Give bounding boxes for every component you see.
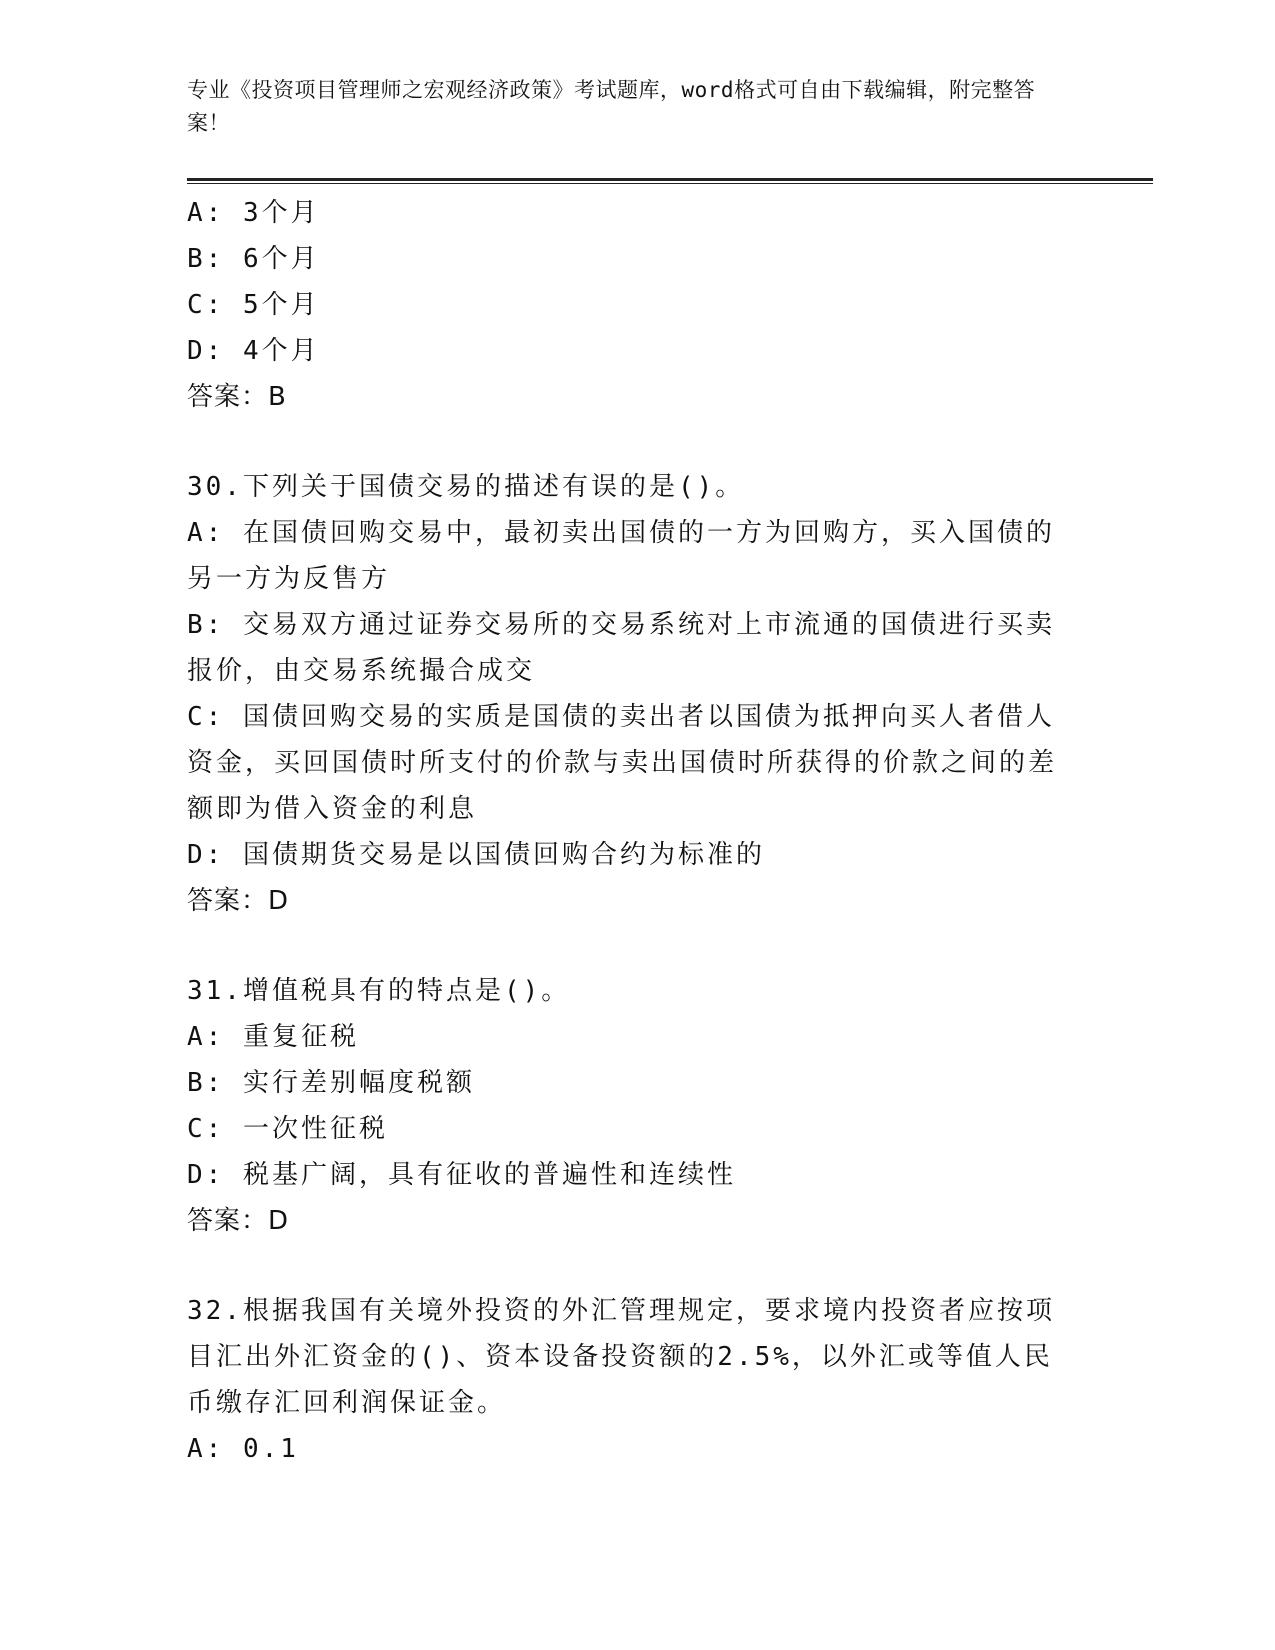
header-rule-thick [187, 178, 1153, 181]
option-a: A: 重复征税 [187, 1022, 359, 1052]
answer: 答案：D [187, 886, 290, 916]
spacer [187, 924, 1087, 968]
question-text: 30.下列关于国债交易的描述有误的是()。 [187, 472, 745, 502]
option-b: B: 实行差别幅度税额 [187, 1068, 475, 1098]
option-a: A: 在国债回购交易中，最初卖出国债的一方为回购方，买入国债的另一方为反售方 [187, 518, 1055, 594]
option-c: C: 国债回购交易的实质是国债的卖出者以国债为抵押向买人者借人资金，买回国债时所支付的价款与卖出国债时所获得的价款之间的差额即为借入资金的利息 [187, 702, 1058, 824]
answer: 答案：B [187, 382, 287, 412]
option-a: A: 3个月 [187, 198, 320, 228]
option-d: D: 国债期货交易是以国债回购合约为标准的 [187, 840, 765, 870]
option-c: C: 5个月 [187, 290, 320, 320]
option-d: D: 税基广阔，具有征收的普遍性和连续性 [187, 1160, 736, 1190]
option-a: A: 0.1 [187, 1434, 299, 1464]
option-b: B: 6个月 [187, 244, 320, 274]
question-30 [187, 464, 1087, 924]
question-31 [187, 968, 1087, 1244]
option-c: C: 一次性征税 [187, 1114, 388, 1144]
question-29 [187, 190, 1087, 420]
spacer [187, 420, 1087, 464]
question-body [187, 190, 1087, 1472]
option-b: B: 交易双方通过证券交易所的交易系统对上市流通的国债进行买卖报价，由交易系统撮合成交 [187, 610, 1055, 686]
question-32 [187, 1288, 1087, 1472]
question-text: 32.根据我国有关境外投资的外汇管理规定，要求境内投资者应按项目汇出外汇资金的()、资本设备投资额的2.5%，以外汇或等值人民币缴存汇回利润保证金。 [187, 1296, 1055, 1418]
spacer [187, 1244, 1087, 1288]
option-d: D: 4个月 [187, 336, 320, 366]
answer: 答案：D [187, 1206, 290, 1236]
header-rule-thin [187, 183, 1153, 184]
document-header: 专业《投资项目管理师之宏观经济政策》考试题库，word格式可自由下载编辑，附完整答案！ [187, 78, 1036, 135]
question-text: 31.增值税具有的特点是()。 [187, 976, 571, 1006]
